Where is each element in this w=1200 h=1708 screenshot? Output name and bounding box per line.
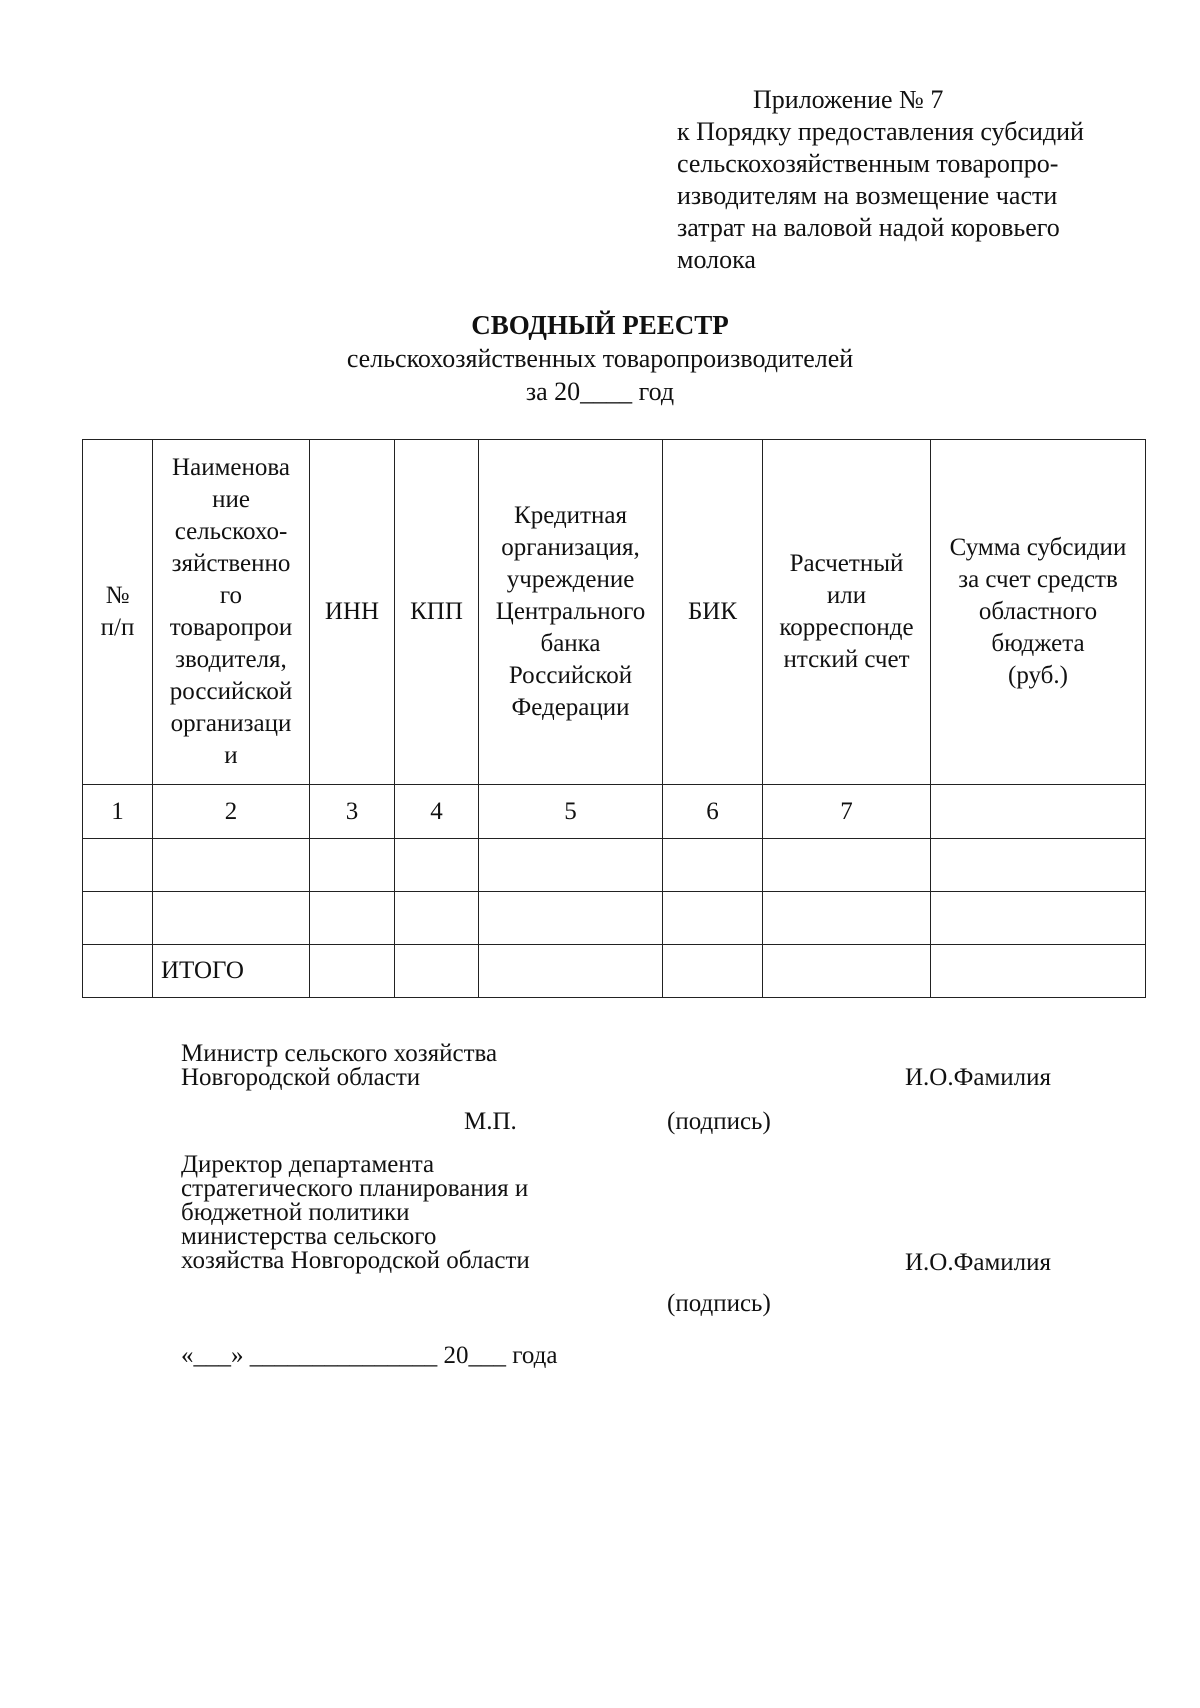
document-title: СВОДНЫЙ РЕЕСТР [471, 310, 729, 340]
header-row [83, 440, 1146, 785]
appendix-block [677, 84, 1157, 276]
column-number-cell: 6 [663, 785, 763, 839]
minister-title-line: Новгородской области [181, 1064, 421, 1091]
table-cell [310, 945, 395, 998]
header-line: российской [169, 678, 293, 705]
header-line: ИНН [324, 598, 380, 625]
column-number-cell: 2 [153, 785, 310, 839]
column-number-cell: 7 [763, 785, 931, 839]
header-cell-kpp [395, 440, 479, 785]
director-signature-caption: (подпись) [667, 1290, 771, 1317]
director-title-line: бюджетной политики [181, 1199, 410, 1226]
table-cell [153, 839, 310, 892]
header-cell-producer-name [153, 440, 310, 785]
header-line: учреждение [506, 566, 635, 593]
appendix-line-3: изводителям на возмещение части [677, 181, 1058, 210]
table-cell [310, 892, 395, 945]
table-row [83, 839, 1146, 892]
header-line: Наименова [172, 454, 290, 481]
header-line: Федерации [511, 694, 630, 721]
column-number-row [83, 785, 1146, 839]
table-cell [395, 945, 479, 998]
date-day-blank: «___» [181, 1342, 244, 1369]
document-subtitle: сельскохозяйственных товаропроизводителей [346, 344, 854, 373]
document-year: за 20____ год [525, 377, 675, 406]
column-number-cell: 5 [479, 785, 663, 839]
appendix-line-2: сельскохозяйственным товаропро- [677, 149, 1059, 178]
column-number-cell: 3 [310, 785, 395, 839]
director-title-line: министерства сельского [181, 1223, 437, 1250]
header-cell-bik [663, 440, 763, 785]
date-line [181, 1344, 557, 1368]
header-line: сельскохо- [174, 518, 288, 545]
table-cell [395, 892, 479, 945]
header-line: корреспонде [779, 614, 914, 641]
table-cell [395, 839, 479, 892]
header-line: организация, [501, 534, 640, 561]
total-row [83, 945, 1146, 998]
header-line: зяйственно [171, 550, 291, 577]
appendix-number: Приложение № 7 [753, 85, 944, 114]
table-cell [763, 945, 931, 998]
registry-table [82, 439, 1146, 998]
appendix-line-5: молока [677, 245, 756, 274]
table-cell [153, 892, 310, 945]
table-cell [83, 839, 153, 892]
header-line: или [826, 582, 867, 609]
table-cell [931, 892, 1146, 945]
table-cell [931, 945, 1146, 998]
appendix-line-4: затрат на валовой надой коровьего [677, 213, 1060, 242]
table-cell [763, 892, 931, 945]
table-cell [83, 945, 153, 998]
header-line: Российской [508, 662, 633, 689]
table-cell [479, 945, 663, 998]
column-number-cell: 4 [395, 785, 479, 839]
director-title [181, 1153, 530, 1273]
header-cell-inn [310, 440, 395, 785]
date-year: 20___ года [443, 1342, 558, 1369]
header-line: Сумма субсидии [949, 534, 1127, 561]
header-cell-number [83, 440, 153, 785]
header-line: БИК [687, 598, 738, 625]
table-cell [479, 839, 663, 892]
header-line: организаци [170, 710, 292, 737]
table-row [83, 892, 1146, 945]
header-line: и [224, 742, 238, 769]
column-number-cell [931, 785, 1146, 839]
appendix-line-1: к Порядку предоставления субсидий [677, 117, 1084, 146]
header-line: нтский счет [783, 646, 910, 673]
director-title-line: стратегического планирования и [181, 1175, 529, 1202]
header-line: Кредитная [514, 502, 627, 529]
header-line: Расчетный [789, 550, 904, 577]
header-line: ние [212, 486, 250, 513]
header-line: зводителя, [175, 646, 287, 673]
table-cell [763, 839, 931, 892]
table-cell [931, 839, 1146, 892]
column-number-cell: 1 [83, 785, 153, 839]
minister-title [181, 1042, 497, 1090]
header-line: (руб.) [1008, 662, 1068, 689]
minister-signature-caption: (подпись) [667, 1108, 771, 1135]
stamp-label: М.П. [464, 1108, 517, 1135]
header-line: областного [978, 598, 1098, 625]
minister-name: И.О.Фамилия [905, 1064, 1052, 1091]
header-cell-account [763, 440, 931, 785]
table-cell [479, 892, 663, 945]
header-line: банка [540, 630, 601, 657]
header-line: го [219, 582, 243, 609]
table-cell [663, 945, 763, 998]
table-cell [310, 839, 395, 892]
date-month-blank: _______________ [249, 1342, 438, 1369]
header-line: бюджета [991, 630, 1085, 657]
table-cell [83, 892, 153, 945]
header-line: п/п [100, 614, 135, 641]
total-label: ИТОГО [153, 945, 310, 998]
director-name: И.О.Фамилия [905, 1249, 1052, 1276]
header-cell-credit-organization [479, 440, 663, 785]
header-line: за счет средств [958, 566, 1118, 593]
header-line: № [105, 582, 130, 609]
table-cell [663, 892, 763, 945]
minister-title-line: Министр сельского хозяйства [181, 1040, 498, 1067]
header-line: Центрального [495, 598, 646, 625]
header-line: КПП [410, 598, 463, 625]
header-line: товаропрои [169, 614, 293, 641]
director-title-line: Директор департамента [181, 1151, 435, 1178]
table-cell [663, 839, 763, 892]
director-title-line: хозяйства Новгородской области [181, 1247, 530, 1274]
header-cell-subsidy-sum [931, 440, 1146, 785]
